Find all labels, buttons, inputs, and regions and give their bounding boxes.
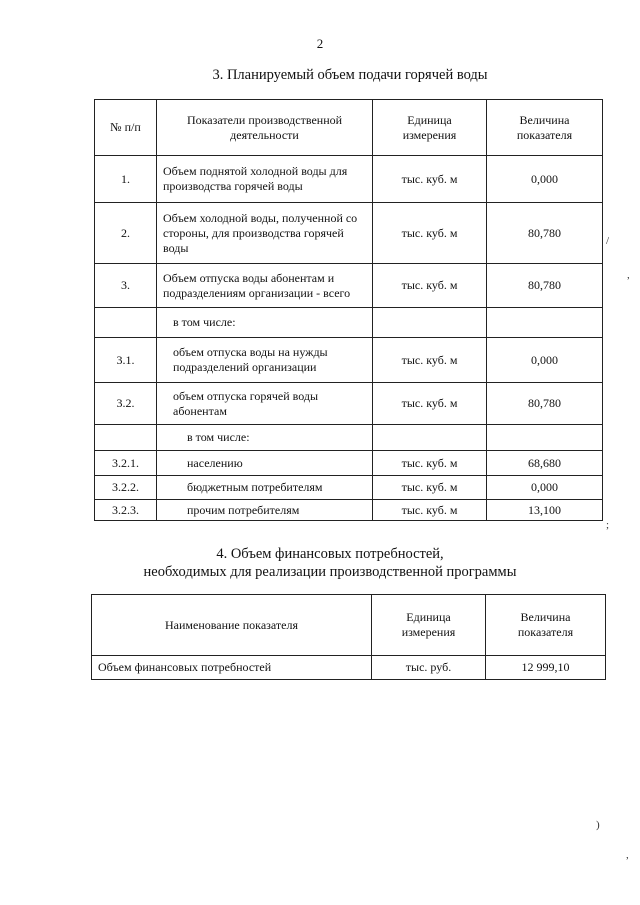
- header-unit: Единица измерения: [372, 595, 486, 656]
- header-unit: Единица измерения: [373, 100, 487, 156]
- scan-speck: ,: [627, 269, 630, 281]
- table-row: [95, 476, 603, 500]
- row-label: населению: [157, 451, 373, 476]
- scan-speck: /: [606, 235, 610, 247]
- row-value: [487, 308, 603, 338]
- row-unit: тыс. куб. м: [373, 264, 487, 308]
- row-unit: тыс. куб. м: [373, 500, 487, 521]
- row-value: [487, 425, 603, 451]
- section-4-title-line2: необходимых для реализации производственной программы: [143, 564, 517, 580]
- header-value: Величина показателя: [486, 595, 606, 656]
- row-label: Объем отпуска воды абонентам и подразделениям организации - всего: [157, 264, 373, 308]
- row-unit: тыс. куб. м: [373, 156, 487, 203]
- page-number: 2: [316, 36, 324, 51]
- row-label: объем отпуска воды на нужды подразделений организации: [157, 338, 373, 383]
- row-num: [95, 425, 157, 451]
- row-num: 3.: [95, 264, 157, 308]
- row-unit: тыс. куб. м: [373, 338, 487, 383]
- row-unit: тыс. куб. м: [373, 476, 487, 500]
- table-row: [95, 500, 603, 521]
- scan-speck: ): [596, 819, 600, 831]
- scan-speck: ,: [626, 849, 629, 861]
- row-label: бюджетным потребителям: [157, 476, 373, 500]
- section-4-title: [20, 545, 640, 581]
- row-unit: тыс. куб. м: [373, 203, 487, 264]
- table-row: [95, 264, 603, 308]
- hot-water-supply-table: [94, 99, 603, 521]
- table-row: [95, 425, 603, 451]
- row-value: 12 999,10: [486, 656, 606, 680]
- row-value: 0,000: [487, 476, 603, 500]
- table-row: [92, 656, 606, 680]
- row-unit: тыс. руб.: [372, 656, 486, 680]
- table-row: [95, 383, 603, 425]
- table-row: [95, 451, 603, 476]
- row-unit: [373, 425, 487, 451]
- table-header-row: [92, 595, 606, 656]
- table-row: [95, 308, 603, 338]
- row-num: 3.2.1.: [95, 451, 157, 476]
- financial-needs-table: [91, 594, 606, 680]
- row-num: [95, 308, 157, 338]
- table-header-row: [95, 100, 603, 156]
- row-num: 3.1.: [95, 338, 157, 383]
- header-value: Величина показателя: [487, 100, 603, 156]
- row-label: в том числе:: [157, 425, 373, 451]
- row-num: 2.: [95, 203, 157, 264]
- table-row: [95, 203, 603, 264]
- row-unit: [373, 308, 487, 338]
- row-num: 3.2.: [95, 383, 157, 425]
- row-num: 3.2.2.: [95, 476, 157, 500]
- row-value: 80,780: [487, 203, 603, 264]
- table-row: [95, 156, 603, 203]
- row-name: Объем финансовых потребностей: [92, 656, 372, 680]
- table-row: [95, 338, 603, 383]
- row-value: 13,100: [487, 500, 603, 521]
- row-label: объем отпуска горячей воды абонентам: [157, 383, 373, 425]
- header-indicator: Показатели производственной деятельности: [157, 100, 373, 156]
- row-label: Объем поднятой холодной воды для производства горячей воды: [157, 156, 373, 203]
- header-num: № п/п: [95, 100, 157, 156]
- row-unit: тыс. куб. м: [373, 451, 487, 476]
- row-num: 3.2.3.: [95, 500, 157, 521]
- row-value: 80,780: [487, 264, 603, 308]
- scan-speck: ;: [606, 519, 610, 531]
- header-name: Наименование показателя: [92, 595, 372, 656]
- row-label: в том числе:: [157, 308, 373, 338]
- row-label: прочим потребителям: [157, 500, 373, 521]
- row-value: 0,000: [487, 156, 603, 203]
- row-value: 80,780: [487, 383, 603, 425]
- row-num: 1.: [95, 156, 157, 203]
- section-3-title: 3. Планируемый объем подачи горячей воды: [212, 67, 488, 83]
- section-4-title-line1: 4. Объем финансовых потребностей,: [216, 546, 444, 562]
- row-value: 68,680: [487, 451, 603, 476]
- row-label: Объем холодной воды, полученной со стороны, для производства горячей воды: [157, 203, 373, 264]
- row-unit: тыс. куб. м: [373, 383, 487, 425]
- row-value: 0,000: [487, 338, 603, 383]
